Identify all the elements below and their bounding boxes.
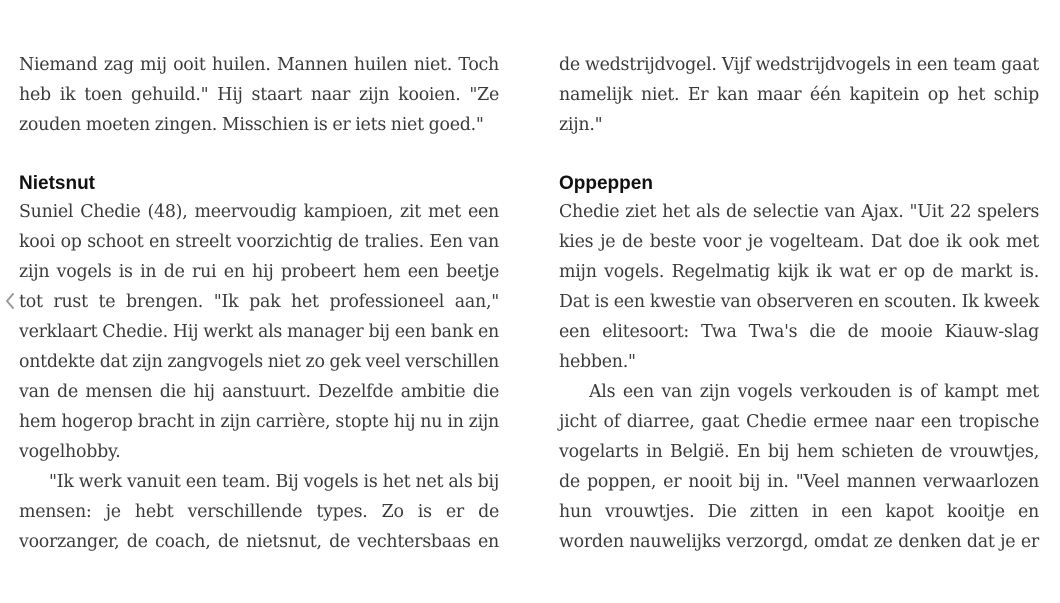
section-heading-oppeppen: Oppeppen [559,173,653,194]
article-column-right [559,50,1039,557]
article-paragraph: Als een van zijn vogels verkouden is of kampt met jicht of diarree, gaat Chedie ermee naar een tropische vogelarts in België. En bij hem schieten de vrouwtjes, de poppen, er nooit bij in. "Veel mannen verwaarlozen hun vrouwtjes. Die zitten in een kapot kooitje en worden nauwelijks verzorgd, omdat ze denken dat je er [559,382,1039,552]
article-paragraph: Suniel Chedie (48), meervoudig kampioen, zit met een kooi op schoot en streelt voorzichtig de tralies. Een van zijn vogels is in de rui en hij probeert hem een beetje tot rust te brengen. "Ik pak het professioneel aan," verklaart Chedie. Hij werkt als manager bij een bank en ontdekte dat zijn zangvogels niet zo gek veel verschillen van de mensen die hij aanstuurt. Dezelfde ambitie die hem hogerop bracht in zijn carrière, stopte hij nu in zijn vogelhobby. [19,202,499,462]
paragraph-gap [559,140,1039,171]
section-heading-nietsnut: Nietsnut [19,173,95,194]
article-paragraph: Chedie ziet het als de selectie van Ajax. "Uit 22 spelers kies je de beste voor je vogelteam. Dat doe ik ook met mijn vogels. Regelmatig kijk ik wat er op de markt is. Dat is een kwestie van observeren en scouten. Ik kweek een elitesoort: Twa Twa's die de mooie Kiauw-slag hebben." [559,202,1039,372]
chevron-left-icon [5,293,15,309]
article-column-left [19,50,499,557]
paragraph-gap [19,140,499,171]
article-paragraph: Niemand zag mij ooit huilen. Mannen huilen niet. Toch heb ik toen gehuild." Hij staart naar zijn kooien. "Ze zouden moeten zingen. Misschien is er iets niet goed." [19,55,499,135]
article-paragraph: de wedstrijdvogel. Vijf wedstrijdvogels in een team gaat namelijk niet. Er kan maar één kapitein op het schip zijn." [559,55,1039,135]
previous-page-button[interactable] [2,289,18,313]
article-paragraph: "Ik werk vanuit een team. Bij vogels is het net als bij mensen: je hebt verschillende types. Zo is er de voorzanger, de coach, de nietsnut, de vechtersbaas en [19,472,499,552]
